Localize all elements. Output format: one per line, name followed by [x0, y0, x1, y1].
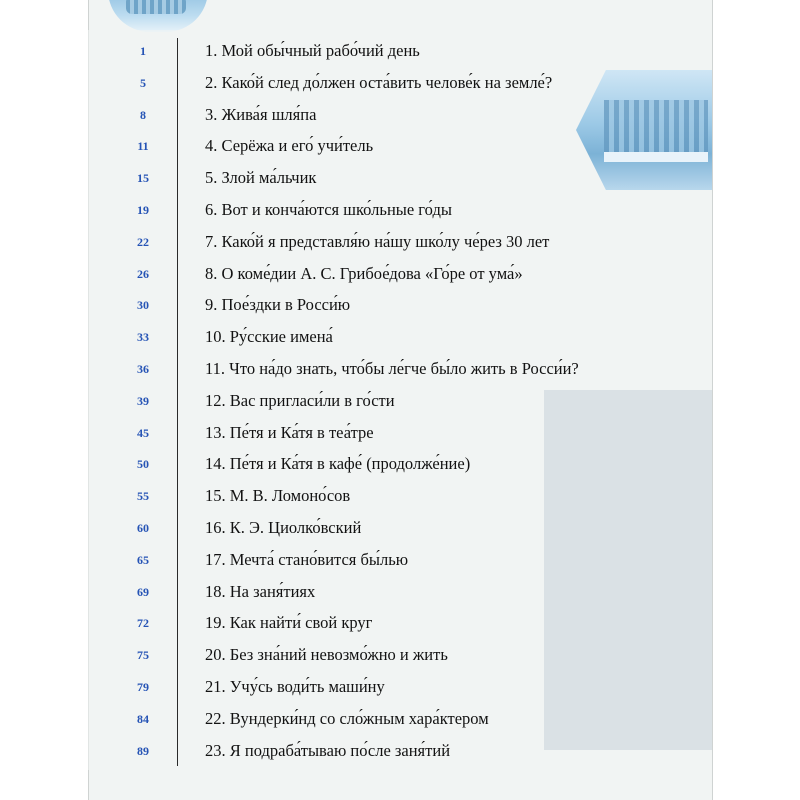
- toc-page-number: 79: [137, 680, 149, 694]
- toc-entry-title: 23. Я подраба́тываю по́сле заня́тий: [205, 740, 451, 760]
- toc-page-number: 22: [137, 234, 149, 249]
- toc-entry-title: 12. Вас пригласи́ли в го́сти: [205, 390, 395, 410]
- toc-entry-title: 3. Жива́я шля́па: [205, 104, 317, 124]
- toc-entry-title: 1. Мой обы́чный рабо́чий день: [205, 41, 420, 60]
- toc-page-number: 8: [140, 107, 146, 122]
- toc-entry[interactable]: [0, 671, 800, 703]
- toc-entry[interactable]: [0, 353, 800, 385]
- toc-entry-title: 2. Како́й след до́лжен оста́вить челове́к на земле́?: [205, 72, 553, 92]
- toc-entry-title: 9. Пое́здки в Росси́ю: [205, 295, 351, 315]
- toc-entry-title: 21. Учу́сь води́ть маши́ну: [205, 677, 385, 696]
- toc-entry-title: 13. Пе́тя и Ка́тя в теа́тре: [205, 422, 374, 442]
- toc-page-number: 33: [137, 330, 149, 345]
- toc-entry[interactable]: [0, 607, 800, 639]
- toc-entry[interactable]: [0, 162, 800, 194]
- toc-entry-title: 14. Пе́тя и Ка́тя в кафе́ (продолже́ние): [205, 454, 471, 474]
- toc-page-number: 84: [137, 711, 149, 726]
- toc-page-number: 75: [137, 648, 149, 663]
- toc-entry[interactable]: [0, 417, 800, 449]
- toc-entry-title: 16. К. Э. Циолко́вский: [205, 518, 362, 537]
- toc-entry-title: 17. Мечта́ стано́вится бы́лью: [205, 549, 409, 569]
- toc-page-number: 55: [137, 489, 149, 504]
- toc-page-number: 36: [137, 362, 149, 376]
- toc-entry-title: 20. Без зна́ний невозмо́жно и жить: [205, 645, 448, 665]
- toc-entry[interactable]: [0, 512, 800, 544]
- toc-entry[interactable]: [0, 639, 800, 671]
- toc-entry[interactable]: [0, 703, 800, 735]
- toc-entry-title: 18. На заня́тиях: [205, 581, 316, 601]
- toc-entry[interactable]: [0, 289, 800, 321]
- toc-entry-title: 19. Как найти́ свой круг: [205, 613, 373, 633]
- toc-entry-title: 15. М. В. Ломоно́сов: [205, 486, 351, 506]
- toc-entry[interactable]: [0, 735, 800, 767]
- toc-entry-title: 4. Серёжа и его́ учи́тель: [205, 136, 374, 156]
- toc-page-number: 65: [137, 552, 149, 567]
- toc-entry-title: 8. О коме́дии А. С. Грибое́дова «Го́ре от ума́»: [205, 263, 523, 283]
- toc-page-number: 11: [137, 139, 149, 154]
- toc-entry[interactable]: [0, 321, 800, 353]
- toc-page-number: 45: [137, 425, 149, 440]
- toc-entry-title: 11. Что на́до знать, что́бы ле́гче бы́ло жить в Росси́и?: [205, 359, 579, 378]
- toc-page-number: 26: [137, 266, 149, 281]
- toc-entry[interactable]: [0, 544, 800, 576]
- toc-entry[interactable]: [0, 385, 800, 417]
- toc-entry-title: 6. Вот и конча́ются шко́льные го́ды: [205, 200, 452, 219]
- toc-entry-title: 5. Злой ма́льчик: [205, 168, 317, 188]
- toc-entry[interactable]: [0, 226, 800, 258]
- toc-page-number: 1: [140, 44, 146, 58]
- toc-entry[interactable]: [0, 480, 800, 512]
- toc-entry[interactable]: [0, 194, 800, 226]
- toc-entry[interactable]: [0, 99, 800, 131]
- toc-entry-title: 10. Ру́сские имена́: [205, 327, 333, 347]
- toc-entry[interactable]: [0, 258, 800, 290]
- toc-entry-title: 22. Вундерки́нд со сло́жным хара́ктером: [205, 708, 489, 728]
- toc-page-number: 15: [137, 171, 149, 186]
- building-photo-top: [108, 0, 208, 32]
- toc-entry[interactable]: [0, 35, 800, 67]
- toc-entry-title: 7. Како́й я представля́ю на́шу шко́лу че́рез 30 лет: [205, 231, 550, 251]
- toc-page-number: 19: [137, 203, 149, 217]
- toc-page-number: 72: [137, 616, 149, 631]
- toc-page-number: 30: [137, 298, 149, 313]
- toc-page-number: 60: [137, 521, 149, 535]
- toc-entry[interactable]: [0, 448, 800, 480]
- toc-page-number: 39: [137, 393, 149, 408]
- toc-entry[interactable]: [0, 130, 800, 162]
- toc-page-number: 89: [137, 743, 149, 758]
- toc-entry[interactable]: [0, 576, 800, 608]
- toc-page-number: 5: [140, 75, 146, 90]
- toc-page-number: 50: [137, 457, 149, 472]
- toc-entry[interactable]: [0, 67, 800, 99]
- toc-page-number: 69: [137, 584, 149, 599]
